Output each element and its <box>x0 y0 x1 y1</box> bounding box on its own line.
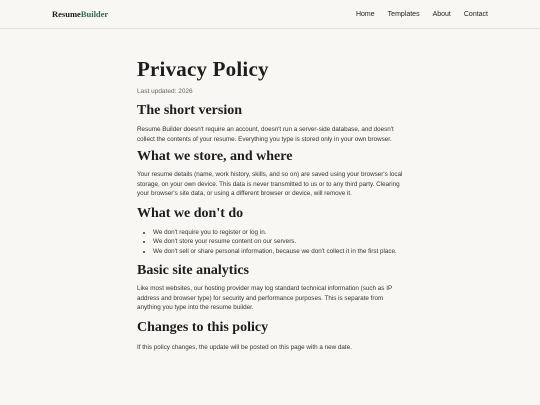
list-item: • We don't require you to register or log in. <box>153 228 405 238</box>
section-body-policy-changes: If this policy changes, the update will be posted on this page with a new date. <box>137 343 352 351</box>
section-body-short-version: Resume Builder doesn't require an account, doesn't run a server-side database, and doesn't collect the contents of your resume. Everything you type is stored only in your own browser. <box>137 126 394 143</box>
section-body-what-we-store: Your resume details (name, work history, skills, and so on) are saved using your browser's local storage, on your own device. This data is never transmitted to us or to any third party. Clearing your browser's site data, or using a different browser or device, will remove it. <box>137 171 403 197</box>
main-nav <box>356 11 488 18</box>
page-title: Privacy Policy <box>137 57 269 81</box>
site-header <box>0 0 540 29</box>
nav-home[interactable]: Home <box>355 10 375 18</box>
list-item: • We don't sell or share personal information, because we don't collect it in the first place. <box>153 247 405 257</box>
nav-about[interactable]: About <box>432 10 451 18</box>
section-heading-policy-changes: Changes to this policy <box>137 319 269 335</box>
brand-name-first: Resume <box>52 9 81 19</box>
section-body-site-analytics: Like most websites, our hosting provider may log standard technical information (such as IP address and browser type) for security and performance purposes. This is separate from anything you type into the resume builder. <box>137 285 393 311</box>
last-updated: Last updated: 2026 <box>137 88 193 95</box>
brand-name-second: Builder <box>80 9 109 19</box>
nav-contact[interactable]: Contact <box>463 10 488 18</box>
section-heading-site-analytics: Basic site analytics <box>137 263 249 278</box>
nav-templates[interactable]: Templates <box>387 10 420 18</box>
dont-do-list <box>137 228 405 257</box>
section-heading-what-we-store: What we store, and where <box>137 149 293 164</box>
policy-content <box>137 29 405 352</box>
list-item: • We don't store your resume content on our servers. <box>153 237 405 247</box>
section-heading-what-we-dont-do: What we don't do <box>137 205 244 221</box>
brand-logo[interactable] <box>52 9 108 19</box>
section-heading-short-version: The short version <box>137 103 242 118</box>
